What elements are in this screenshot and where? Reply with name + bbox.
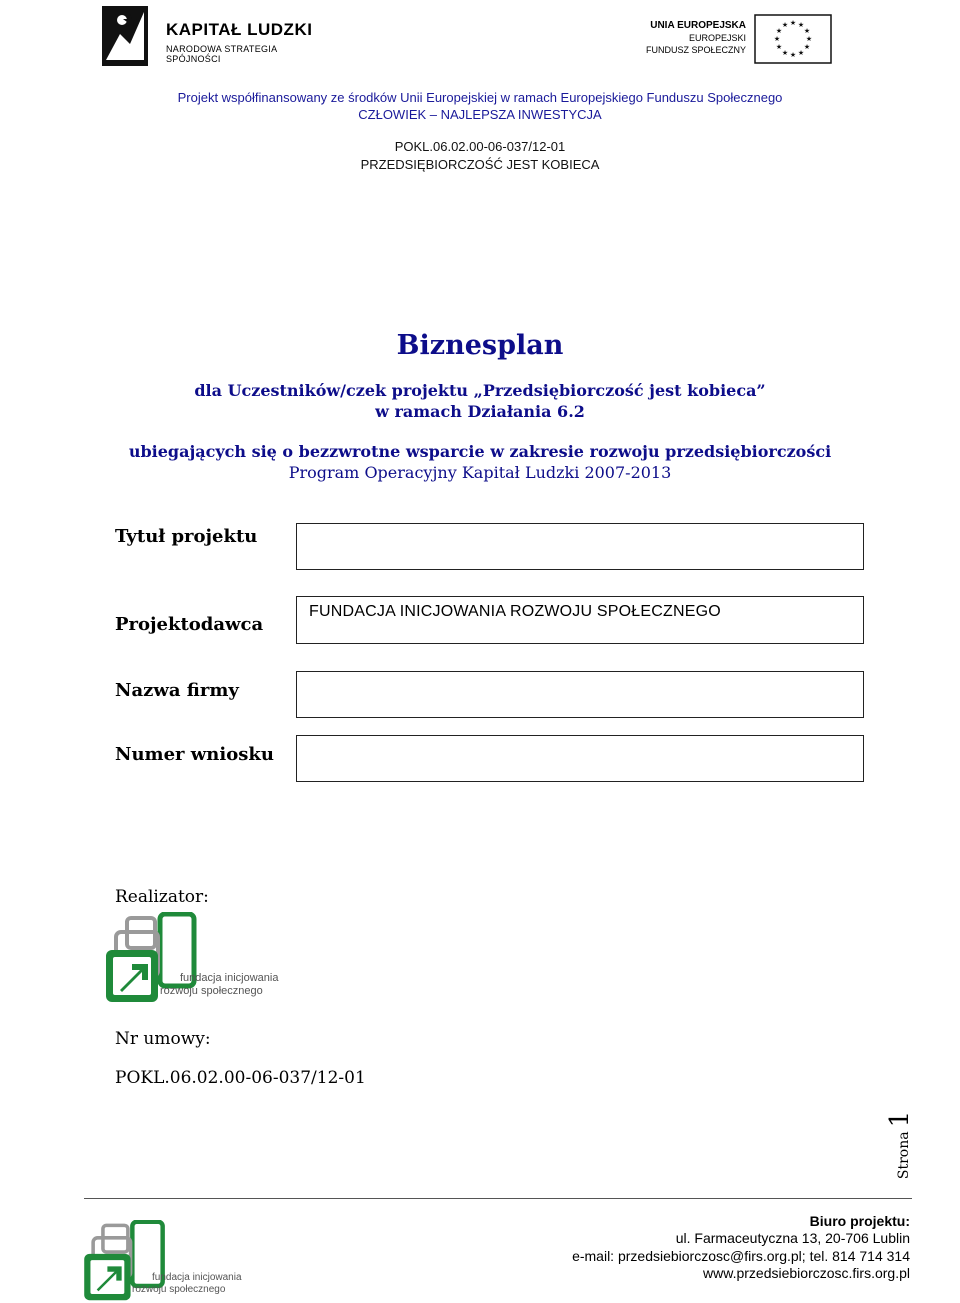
project-code: POKL.06.02.00-06-037/12-01 — [394, 139, 566, 154]
applicant-field[interactable] — [296, 596, 864, 644]
svg-text:★: ★ — [781, 21, 789, 29]
document-line3: ubiegających się o bezzwrotne wsparcie w zakresie rozwoju przedsiębiorczości — [128, 442, 832, 461]
motto: CZŁOWIEK – NAJLEPSZA INWESTYCJA — [358, 107, 602, 122]
project-title-label: Tytuł projektu — [115, 526, 258, 547]
kl-logo-title: KAPITAŁ LUDZKI — [166, 20, 313, 39]
page-number — [870, 1110, 930, 1180]
footer-logo-line1: fundacja inicjowania — [152, 1272, 242, 1283]
contract-number: POKL.06.02.00-06-037/12-01 — [115, 1068, 366, 1088]
office-title: Biuro projektu: — [809, 1213, 910, 1229]
svg-text:★: ★ — [803, 27, 811, 35]
document-line2: w ramach Działania 6.2 — [375, 402, 585, 421]
document-title: Biznesplan — [396, 330, 564, 361]
eu-logo-line2: EUROPEJSKI — [688, 33, 746, 43]
eu-logo-line1: UNIA EUROPEJSKA — [650, 20, 746, 31]
kapital-ludzki-emblem-icon — [100, 4, 154, 68]
footer-logo-line2: rozwoju społecznego — [132, 1284, 226, 1295]
firs-logo-line1: fundacja inicjowania — [180, 972, 279, 984]
kapital-ludzki-logo — [100, 4, 330, 68]
svg-text:★: ★ — [797, 21, 805, 29]
kl-logo-subtitle: NARODOWA STRATEGIA SPÓJNOŚCI — [166, 44, 277, 64]
applicant-label: Projektodawca — [115, 614, 264, 635]
implementer-label: Realizator: — [115, 887, 209, 907]
firs-logo-line2: rozwoju społecznego — [160, 985, 263, 997]
application-number-field[interactable] — [296, 735, 864, 782]
office-contact[interactable]: e-mail: przedsiebiorczosc@firs.org.pl; tel. 814 714 314 — [572, 1248, 910, 1264]
footer-divider — [84, 1198, 912, 1199]
eu-flag-icon — [754, 14, 832, 64]
svg-text:★: ★ — [797, 49, 805, 57]
application-number-label: Numer wniosku — [115, 744, 274, 765]
document-line1: dla Uczestników/czek projektu „Przedsiębiorczość jest kobieca” — [194, 381, 766, 400]
svg-text:★: ★ — [775, 43, 783, 51]
firs-logo — [104, 912, 294, 1004]
page-label: Strona — [896, 1131, 912, 1180]
company-name-label: Nazwa firmy — [115, 680, 239, 701]
svg-text:★: ★ — [805, 35, 813, 43]
contract-label: Nr umowy: — [115, 1029, 211, 1049]
project-title-field[interactable] — [296, 523, 864, 570]
office-address: ul. Farmaceutyczna 13, 20-706 Lublin — [675, 1230, 910, 1246]
footer-firs-logo — [82, 1220, 262, 1302]
svg-text:★: ★ — [773, 35, 781, 43]
project-name: PRZEDSIĘBIORCZOŚĆ JEST KOBIECA — [360, 157, 600, 172]
svg-text:★: ★ — [803, 43, 811, 51]
svg-text:★: ★ — [789, 19, 797, 27]
applicant-value: FUNDACJA INICJOWANIA ROZWOJU SPOŁECZNEGO — [309, 603, 721, 620]
cofinance-line: Projekt współfinansowany ze środków Unii Europejskiej w ramach Europejskiego Funduszu Społecznego — [177, 90, 783, 105]
svg-text:★: ★ — [789, 51, 797, 59]
svg-text:★: ★ — [781, 49, 789, 57]
document-line4: Program Operacyjny Kapitał Ludzki 2007-2013 — [288, 463, 672, 482]
office-website[interactable]: www.przedsiebiorczosc.firs.org.pl — [703, 1265, 910, 1281]
eu-logo-line3: FUNDUSZ SPOŁECZNY — [645, 45, 746, 55]
eu-logo — [630, 12, 840, 68]
svg-text:★: ★ — [775, 27, 783, 35]
company-name-field[interactable] — [296, 671, 864, 718]
page-number-value: 1 — [885, 1110, 915, 1128]
